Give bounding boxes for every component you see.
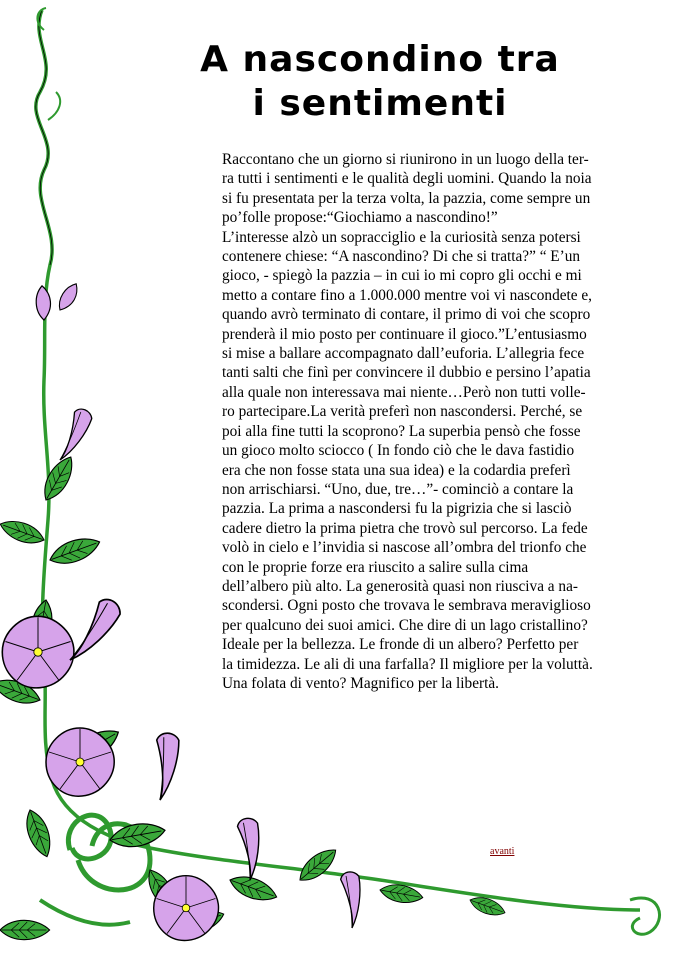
text-line: per qualcuno dei suoi amici. Che dire di un lago cristallino? <box>222 616 588 634</box>
page-title <box>150 38 610 126</box>
text-line: tanti salti che finì per convincere il dubbio e persino l’apatia <box>222 364 591 382</box>
text-line: Raccontano che un giorno si riunirono in un luogo della ter- <box>222 151 589 168</box>
text-line: gioco, - spiegò la pazzia – in cui io mi copro gli occhi e mi <box>222 267 582 285</box>
text-line: la timidezza. Le ali di una farfalla? Il migliore per la voluttà. <box>222 655 593 673</box>
text-line: ra tutti i sentimenti e le qualità degli uomini. Quando la noia <box>222 170 592 188</box>
story-text <box>222 150 674 693</box>
text-line: scondersi. Ogni posto che trovava le sembrava meraviglioso <box>222 597 591 615</box>
text-line: pazzia. La prima a nascondersi fu la pigrizia che si lasciò <box>222 500 572 518</box>
text-line: prenderà il mio posto per continuare il gioco.”L’entusiasmo <box>222 325 587 343</box>
text-line: Una folata di vento? Magnifico per la libertà. <box>222 674 499 692</box>
text-line: con le proprie forze era riuscito a salire sulla cima <box>222 558 529 576</box>
text-line: ro partecipare.La verità preferì non nascondersi. Perché, se <box>222 403 583 421</box>
title-line: A nascondino tra <box>200 39 560 80</box>
text-line: quando avrò terminato di contare, il primo di voi che scopro <box>222 306 591 324</box>
text-line: contenere chiese: “A nascondino? Di che si tratta?” “ E’un <box>222 248 581 266</box>
text-line: poi alla fine tutti la scoprono? La superbia pensò che fosse <box>222 422 581 440</box>
text-line: metto a contare fino a 1.000.000 mentre voi vi nascondete e, <box>222 286 592 304</box>
next-page-link[interactable]: avanti <box>490 846 515 857</box>
title-line: i sentimenti <box>252 83 508 124</box>
text-line: non arrischiarsi. “Uno, due, tre…”- cominciò a contare la <box>222 480 574 498</box>
text-line: si mise a ballare accompagnato dall’euforia. L’allegria fece <box>222 345 585 363</box>
text-line: Ideale per la bellezza. Le fronde di un albero? Perfetto per <box>222 636 579 654</box>
text-line: dell’albero più alto. La generosità quasi non riusciva a na- <box>222 577 578 595</box>
text-line: L’interesse alzò un sopracciglio e la curiosità senza potersi <box>222 228 581 246</box>
text-line: po’folle propose:“Giochiamo a nascondino!” <box>222 209 498 227</box>
text-line: si fu presentata per la terza volta, la pazzia, come sempre un <box>222 189 591 207</box>
text-line: cadere dietro la prima pietra che trovò sul percorso. La fede <box>222 519 588 537</box>
text-line: volò in cielo e l’invidia si nascose all’ombra del trionfo che <box>222 539 587 557</box>
text-line: alla quale non interessava mai niente…Però non tutti volle- <box>222 383 586 401</box>
text-line: un gioco molto sciocco ( In fondo ciò che le dava fastidio <box>222 442 575 460</box>
text-line: era che non fosse stata una sua idea) e la codardia preferì <box>222 461 571 479</box>
